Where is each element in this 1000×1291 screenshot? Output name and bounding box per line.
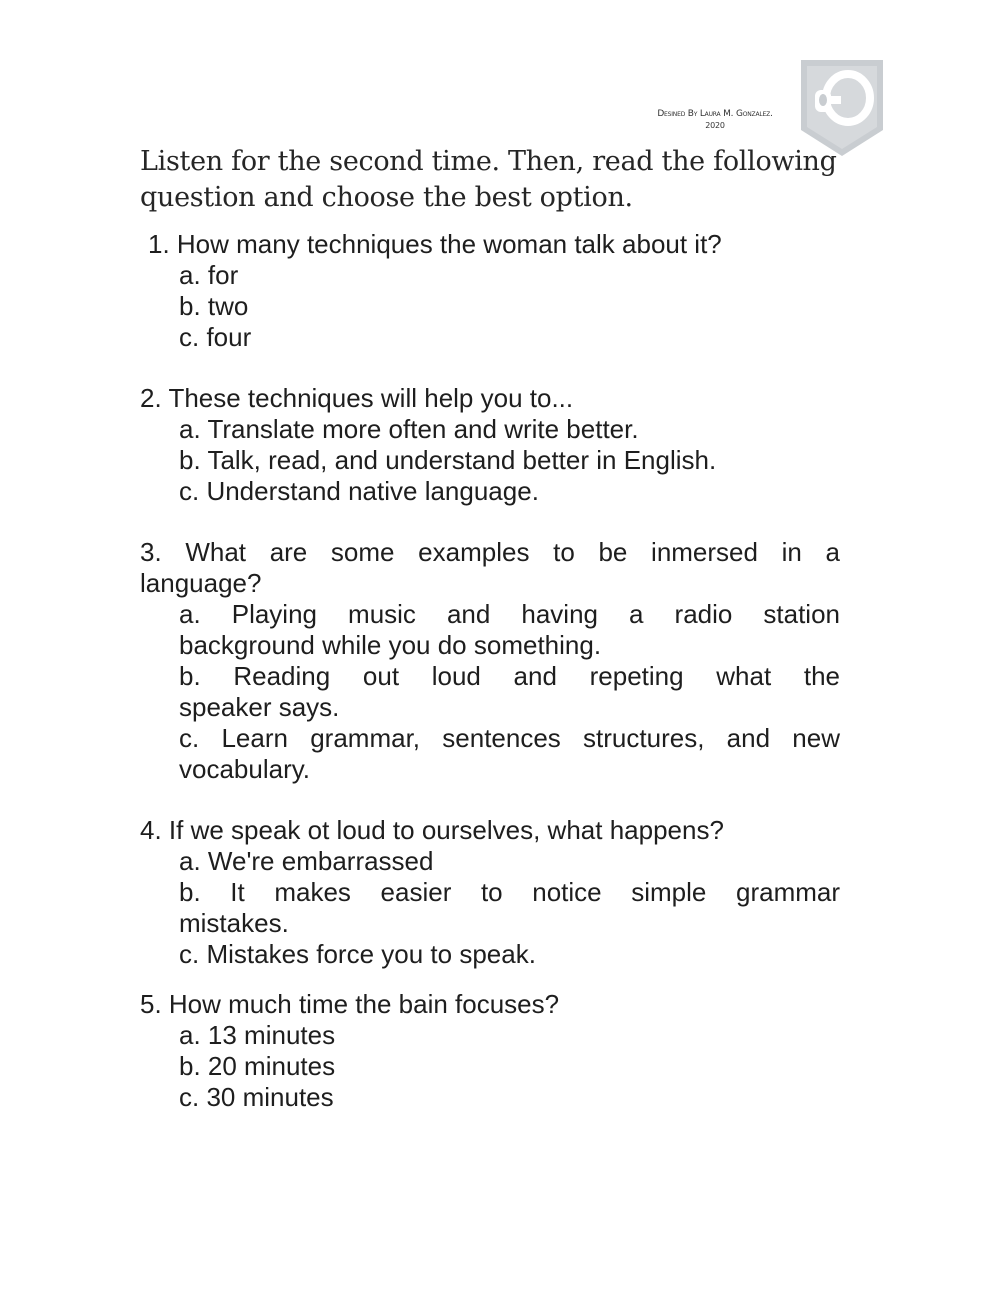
question-3-option-a-line-2[interactable]: background while you do something. — [179, 630, 602, 660]
question-4-options — [140, 846, 840, 970]
question-2-option-a[interactable]: a. Translate more often and write better. — [179, 414, 639, 444]
question-2 — [140, 383, 840, 507]
instructions-line-1: Listen for the second time. Then, read the following — [140, 146, 837, 177]
question-4-text: 4. If we speak ot loud to ourselves, what happens? — [140, 815, 724, 845]
question-2-text: 2. These techniques will help you to... — [140, 383, 574, 413]
question-3-text-line-1: 3. What are some examples to be inmersed in a — [140, 537, 840, 567]
question-list — [140, 229, 840, 1113]
question-4-option-b-line-2[interactable]: mistakes. — [179, 908, 289, 938]
question-5-option-c[interactable]: c. 30 minutes — [179, 1082, 334, 1112]
question-5-text: 5. How much time the bain focuses? — [140, 989, 560, 1019]
question-2-option-c[interactable]: c. Understand native language. — [179, 476, 539, 506]
question-1-option-a[interactable]: a. for — [179, 260, 239, 290]
author-credit-year: 2020 — [705, 121, 725, 130]
author-credit-name: Desined By Laura M. Gonzalez. — [657, 109, 773, 119]
author-credit — [600, 108, 830, 132]
question-3-option-a-line-1[interactable]: a. Playing music and having a radio station — [179, 599, 840, 629]
spacer — [140, 507, 840, 537]
question-5-options — [140, 1020, 840, 1113]
question-3-text-line-2: language? — [140, 568, 262, 598]
question-4-option-b-line-1[interactable]: b. It makes easier to notice simple grammar — [179, 877, 840, 907]
question-3 — [140, 537, 840, 785]
question-1-text: 1. How many techniques the woman talk about it? — [148, 229, 722, 259]
shield-logo-icon — [801, 60, 883, 156]
instructions — [140, 144, 860, 216]
question-1-option-c[interactable]: c. four — [179, 322, 252, 352]
instructions-line-2: question and choose the best option. — [140, 182, 633, 213]
question-5-option-a[interactable]: a. 13 minutes — [179, 1020, 336, 1050]
question-5-option-b[interactable]: b. 20 minutes — [179, 1051, 336, 1081]
question-2-option-b[interactable]: b. Talk, read, and understand better in English. — [179, 445, 717, 475]
question-4 — [140, 815, 840, 970]
question-3-option-b-line-2[interactable]: speaker says. — [179, 692, 340, 722]
spacer — [140, 970, 840, 989]
question-1 — [140, 229, 840, 353]
question-3-options — [140, 599, 840, 785]
question-1-option-b[interactable]: b. two — [179, 291, 249, 321]
question-4-option-a[interactable]: a. We're embarrassed — [179, 846, 434, 876]
question-2-options — [140, 414, 840, 507]
question-5 — [140, 989, 840, 1113]
question-3-option-b-line-1[interactable]: b. Reading out loud and repeting what the — [179, 661, 840, 691]
question-3-option-c-line-2[interactable]: vocabulary. — [179, 754, 311, 784]
question-4-option-c[interactable]: c. Mistakes force you to speak. — [179, 939, 536, 969]
spacer — [140, 785, 840, 815]
spacer — [140, 353, 840, 383]
question-1-options — [140, 260, 840, 353]
question-3-option-c-line-1[interactable]: c. Learn grammar, sentences structures, and new — [179, 723, 840, 753]
